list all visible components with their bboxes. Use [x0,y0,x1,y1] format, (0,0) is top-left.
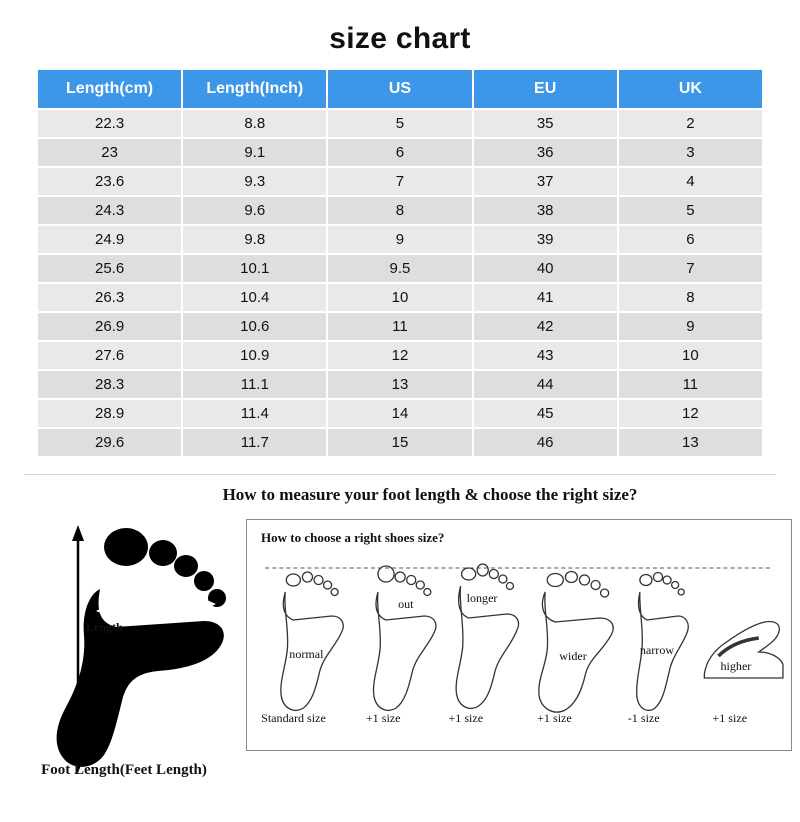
table-row [38,168,762,195]
cell-uk: 9 [619,313,762,340]
cell-uk: 12 [619,400,762,427]
table-row [38,255,762,282]
cell-length-cm: 24.9 [38,226,181,253]
table-row [38,226,762,253]
cell-uk: 7 [619,255,762,282]
table-row [38,371,762,398]
cell-us: 6 [328,139,471,166]
cell-length-inch: 11.7 [183,429,326,456]
cell-length-cm: 26.9 [38,313,181,340]
cell-length-cm: 24.3 [38,197,181,224]
illustration-panels [0,511,800,789]
cell-uk: 5 [619,197,762,224]
cell-length-inch: 10.4 [183,284,326,311]
column-header-length-inch: Length(Inch) [183,70,326,108]
cell-eu: 36 [474,139,617,166]
table-row [38,313,762,340]
cell-uk: 6 [619,226,762,253]
footprint-illustration [8,511,240,789]
cell-eu: 42 [474,313,617,340]
cell-length-inch: 11.1 [183,371,326,398]
cell-eu: 46 [474,429,617,456]
cell-length-cm: 23.6 [38,168,181,195]
cell-length-cm: 22.3 [38,110,181,137]
cell-length-inch: 9.8 [183,226,326,253]
foot-size-label-3: +1 size [537,711,572,725]
cell-length-inch: 11.4 [183,400,326,427]
column-header-length-cm: Length(cm) [38,70,181,108]
cell-eu: 43 [474,342,617,369]
foot-shape-label-0: normal [289,647,324,661]
cell-eu: 37 [474,168,617,195]
column-header-eu: EU [474,70,617,108]
cell-us: 9.5 [328,255,471,282]
section-divider [24,474,776,475]
cell-us: 5 [328,110,471,137]
foot-shape-label-4: narrow [639,643,675,657]
cell-us: 7 [328,168,471,195]
cell-us: 15 [328,429,471,456]
cell-eu: 35 [474,110,617,137]
cell-eu: 45 [474,400,617,427]
table-row [38,139,762,166]
foot-size-label-5: +1 size [712,711,748,725]
measure-section [0,485,800,805]
foot-shape-label-1: out [398,597,414,611]
table-row [38,400,762,427]
shoe-size-chooser-panel [246,519,792,751]
foot-shape-label-5: higher [720,659,752,673]
width-label: Width [136,591,169,605]
cell-length-cm: 29.6 [38,429,181,456]
measure-heading: How to measure your foot length & choose the right size? [222,485,638,504]
cell-length-inch: 9.3 [183,168,326,195]
foot-shape-label-2: longer [466,591,498,605]
cell-us: 11 [328,313,471,340]
column-header-uk: UK [619,70,762,108]
cell-us: 10 [328,284,471,311]
cell-length-inch: 9.1 [183,139,326,166]
cell-length-inch: 8.8 [183,110,326,137]
cell-eu: 41 [474,284,617,311]
cell-length-cm: 25.6 [38,255,181,282]
cell-eu: 39 [474,226,617,253]
cell-uk: 4 [619,168,762,195]
cell-length-cm: 28.3 [38,371,181,398]
column-header-us: US [328,70,471,108]
footprint-svg [8,511,240,789]
cell-eu: 38 [474,197,617,224]
foot-size-label-1: +1 size [365,711,401,725]
cell-uk: 2 [619,110,762,137]
cell-uk: 10 [619,342,762,369]
cell-length-inch: 10.9 [183,342,326,369]
table-row [38,284,762,311]
cell-us: 12 [328,342,471,369]
page-title: size chart [329,22,471,55]
table-row [38,110,762,137]
cell-uk: 8 [619,284,762,311]
cell-eu: 40 [474,255,617,282]
cell-us: 13 [328,371,471,398]
foot-size-label-4: -1 size [627,711,660,725]
size-chart-table [36,68,764,458]
cell-length-inch: 9.6 [183,197,326,224]
table-header-row [38,70,762,108]
foot-length-caption: Foot Length(Feet Length) [41,762,207,778]
size-table-container [0,68,800,458]
cell-uk: 3 [619,139,762,166]
foot-size-label-2: +1 size [448,711,484,725]
table-row [38,342,762,369]
cell-length-inch: 10.1 [183,255,326,282]
length-label: Length [86,620,123,634]
chooser-title: How to choose a right shoes size? [261,530,445,545]
cell-length-inch: 10.6 [183,313,326,340]
cell-length-cm: 27.6 [38,342,181,369]
chooser-svg [247,520,791,750]
cell-us: 14 [328,400,471,427]
cell-uk: 11 [619,371,762,398]
cell-uk: 13 [619,429,762,456]
table-row [38,197,762,224]
cell-eu: 44 [474,371,617,398]
cell-us: 9 [328,226,471,253]
foot-size-label-0: Standard size [261,711,326,725]
foot-shape-label-3: wider [559,649,587,663]
cell-length-cm: 28.9 [38,400,181,427]
cell-length-cm: 23 [38,139,181,166]
cell-us: 8 [328,197,471,224]
table-row [38,429,762,456]
cell-length-cm: 26.3 [38,284,181,311]
